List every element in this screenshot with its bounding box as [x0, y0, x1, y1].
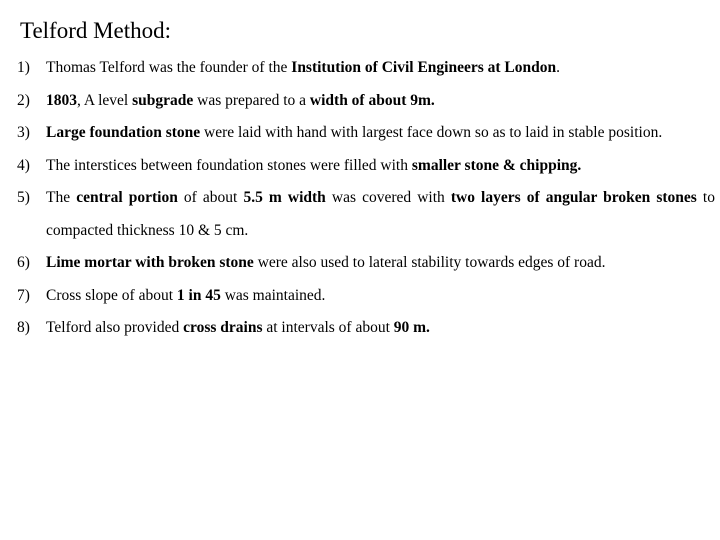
list-item-text	[46, 182, 715, 247]
text-run: were laid with hand with largest face down so as to laid in stable position.	[200, 124, 663, 141]
bold-text-run: Lime mortar with broken stone	[46, 254, 254, 271]
bold-text-run: 5.5 m width	[243, 189, 326, 206]
list-item-number: 5)	[17, 189, 30, 206]
list-item-text	[46, 312, 715, 345]
list-item-number: 7)	[17, 286, 30, 304]
bold-text-run: width of about 9m.	[309, 91, 435, 109]
text-run: at intervals of about	[262, 319, 394, 336]
bold-text-run: two layers of angular broken stones	[450, 189, 697, 206]
list-item-text	[46, 85, 715, 118]
list-item-text	[46, 280, 715, 313]
bold-text-run: subgrade	[132, 91, 194, 109]
list-item-text	[46, 117, 715, 150]
list-item	[17, 182, 715, 247]
list-item-text	[46, 150, 715, 183]
list-item-number: 4)	[17, 156, 30, 174]
bold-text-run: smaller stone & chipping.	[411, 156, 582, 174]
text-run: were also used to lateral stability towards edges of road.	[253, 254, 606, 271]
text-run: of about	[177, 189, 244, 206]
list-item	[17, 247, 715, 280]
list-item-number: 1)	[17, 59, 30, 76]
list-item	[17, 117, 715, 150]
bold-text-run: cross drains	[183, 319, 263, 336]
bold-text-run: 90 m.	[393, 319, 430, 336]
list-item-text	[46, 52, 715, 85]
list-item	[17, 85, 715, 118]
bold-text-run: Institution of Civil Engineers at London	[291, 59, 557, 76]
text-run: Telford also provided	[46, 319, 184, 336]
text-run: to compacted thickness 10 & 5 cm.	[46, 189, 715, 239]
text-run: .	[556, 59, 560, 76]
list-item-number: 8)	[17, 319, 30, 336]
list-item	[17, 312, 715, 345]
bold-text-run: Large foundation stone	[46, 124, 201, 141]
text-run: Thomas Telford was the founder of the	[46, 59, 292, 76]
text-run: was covered with	[325, 189, 451, 206]
numbered-list	[17, 52, 715, 345]
page-title: Telford Method:	[20, 18, 172, 43]
text-run: The interstices between foundation stones were filled with	[46, 156, 412, 174]
list-item	[17, 280, 715, 313]
list-item-number: 3)	[17, 124, 30, 141]
bold-text-run: 1803	[46, 91, 77, 109]
bold-text-run: 1 in 45	[176, 286, 221, 304]
text-run: The	[46, 189, 77, 206]
text-run: was maintained.	[220, 286, 326, 304]
text-run: was prepared to a	[193, 91, 310, 109]
bold-text-run: central portion	[76, 189, 178, 206]
list-item-text	[46, 247, 715, 280]
list-item-number: 6)	[17, 254, 30, 271]
list-item	[17, 52, 715, 85]
list-item-number: 2)	[17, 91, 30, 109]
text-run: , A level	[77, 91, 133, 109]
text-run: Cross slope of about	[46, 286, 177, 304]
list-item	[17, 150, 715, 183]
